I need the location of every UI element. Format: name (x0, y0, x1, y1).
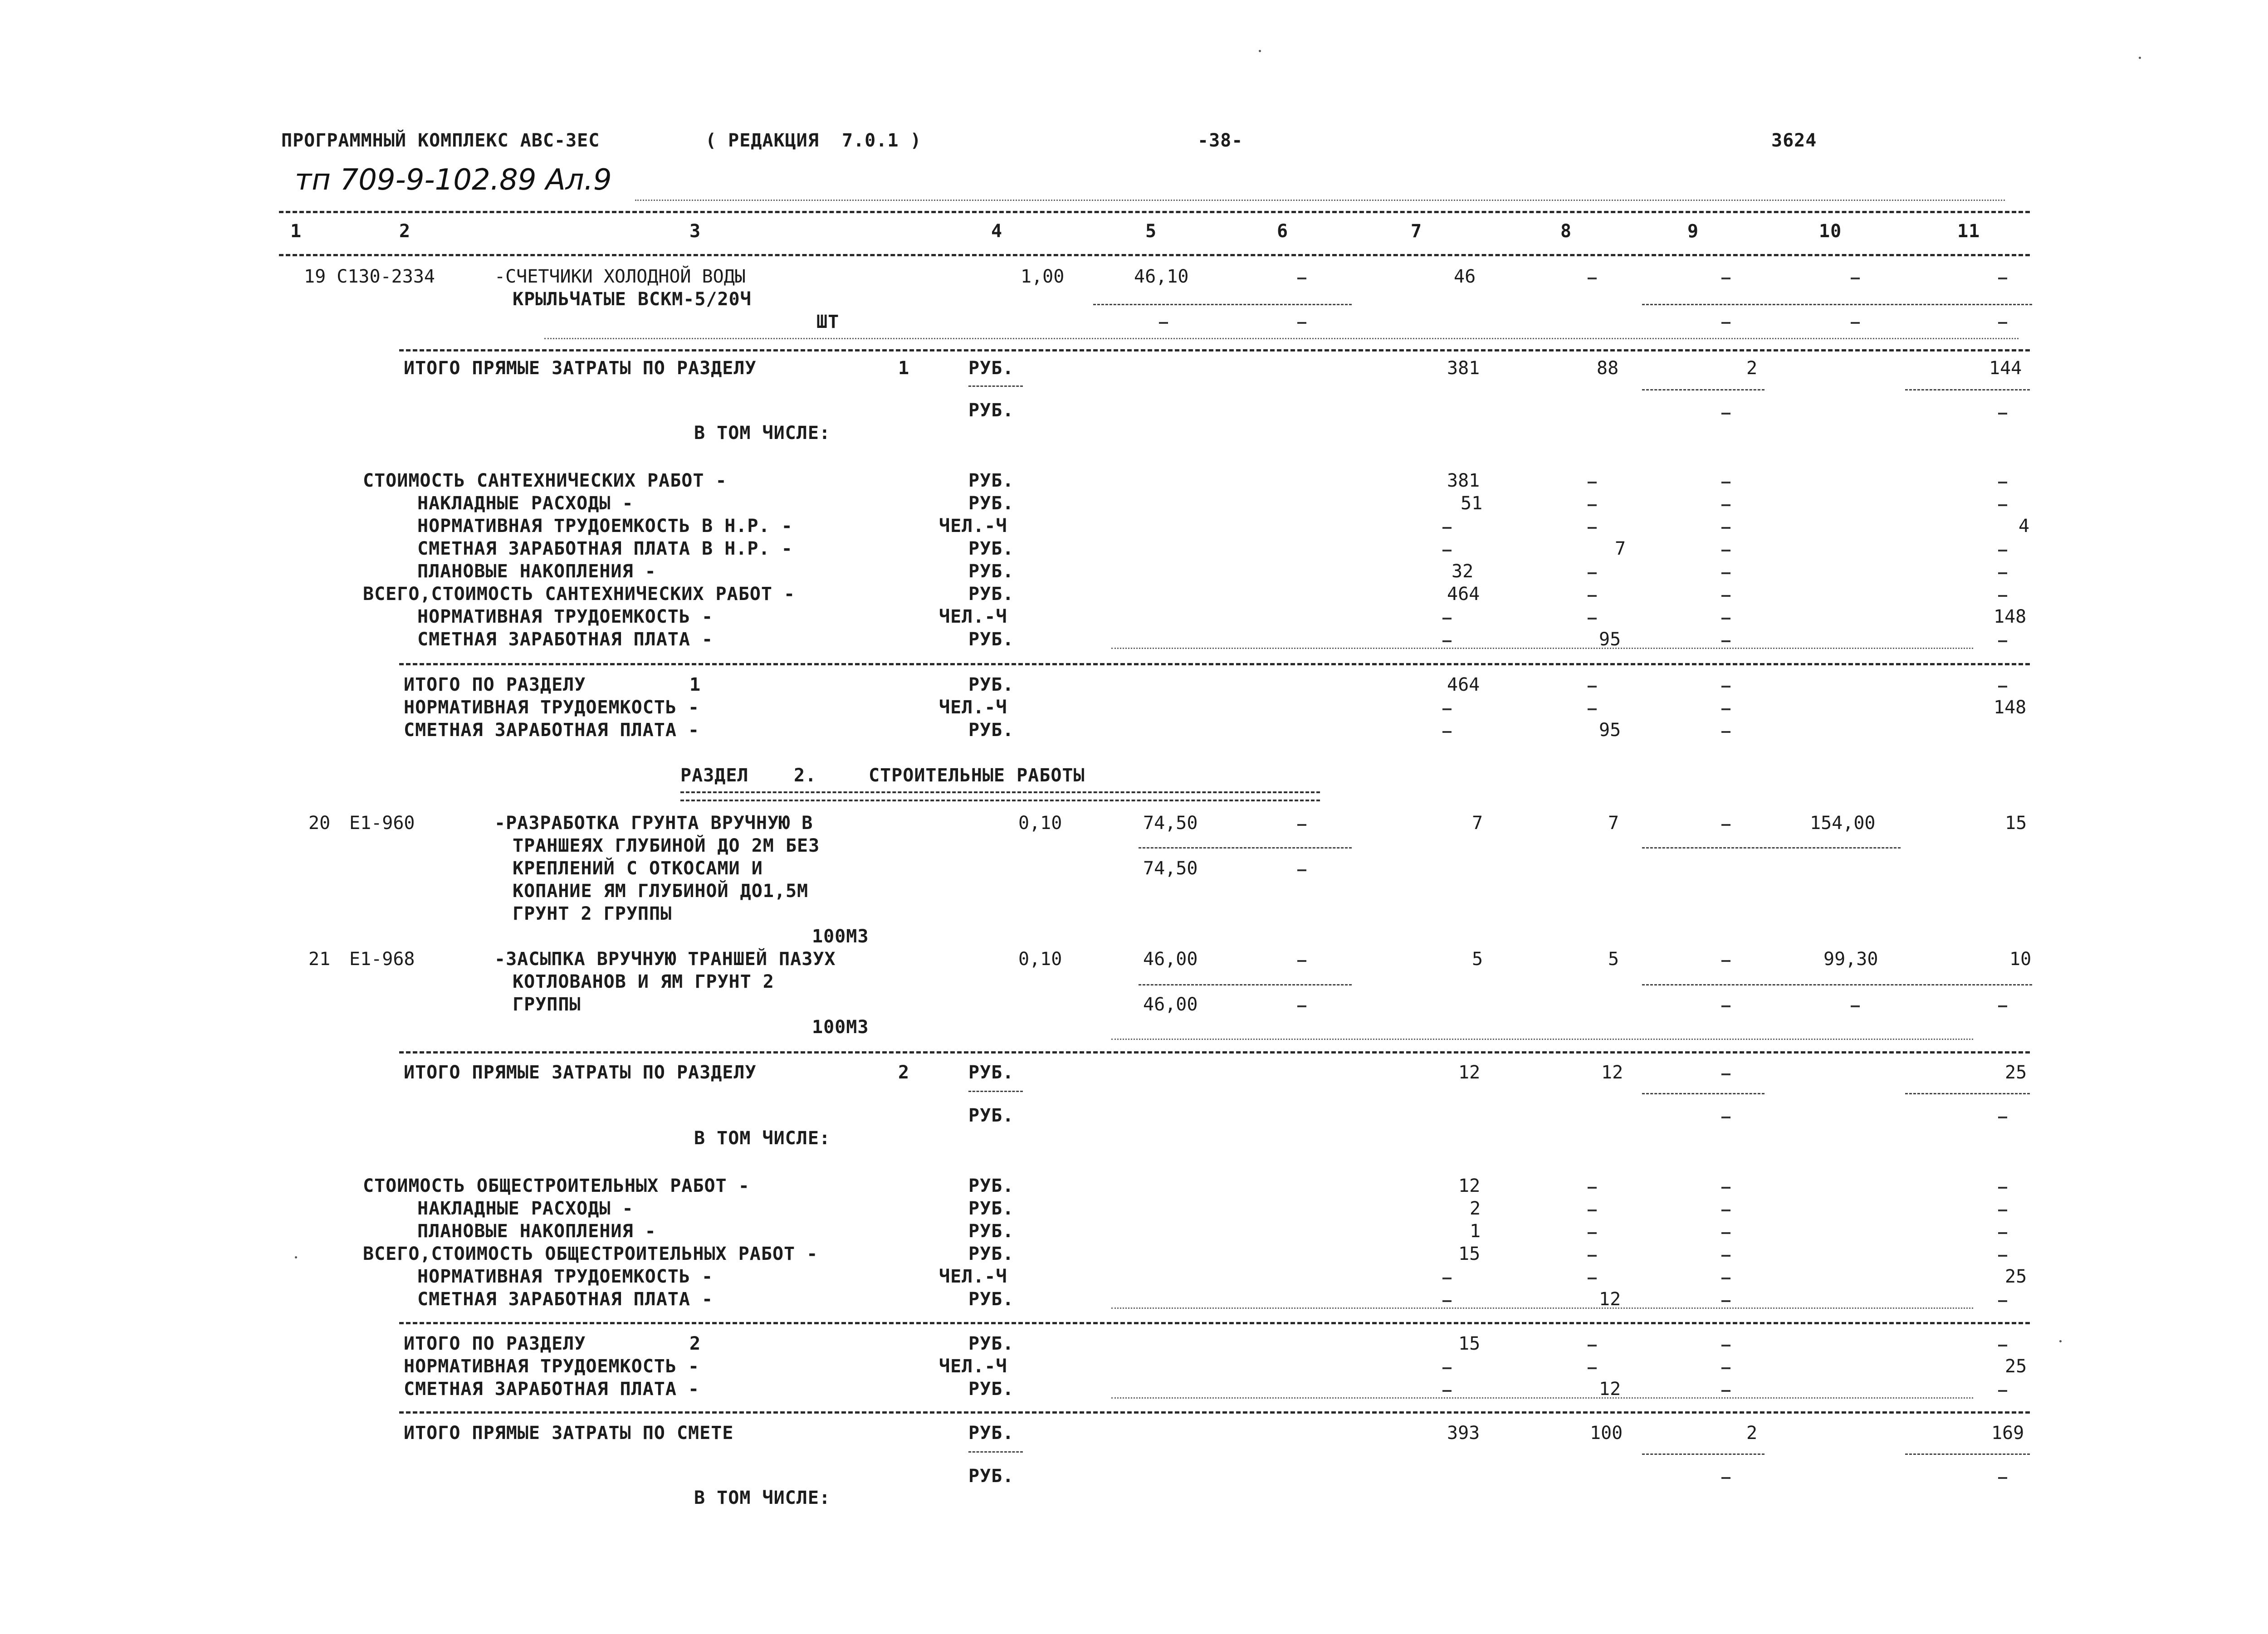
s1t-dash-a11 (1998, 686, 2007, 688)
section2-direct-unit: РУБ. (968, 1062, 1014, 1083)
section2-direct-col11-underline (1905, 1093, 2030, 1094)
s1-dash-d7 (1442, 550, 1452, 551)
section2-direct-sub-col9-dash (1721, 1117, 1730, 1118)
section1-direct-col9: 2 (1746, 358, 1758, 379)
section2-direct-col7: 12 (1458, 1062, 1481, 1083)
s1-line-4-col8: 7 (1615, 538, 1626, 559)
scan-speck-1 (1259, 50, 1261, 52)
s1-dash-d9 (1721, 550, 1730, 551)
s1-line-3-unit: ЧЕЛ.-Ч (939, 516, 1007, 537)
item-21-sub-col6-dash (1297, 1005, 1306, 1007)
s2-total-dotted-fill (1111, 1397, 1973, 1399)
s1-line-4-unit: РУБ. (968, 538, 1014, 559)
s1t-dash-c7 (1442, 731, 1452, 733)
item-21-col9-dash (1721, 960, 1730, 962)
item-21-number: 21 (308, 949, 331, 970)
page-number: -38- (1198, 130, 1243, 151)
s2t-dash-a11 (1998, 1345, 2007, 1346)
s2t-dash-c9 (1721, 1390, 1730, 1392)
s2-line-6-dotted-fill (1111, 1307, 1973, 1309)
item-20-name-line-2: ТРАНШЕЯХ ГЛУБИНОЙ ДО 2М БЕЗ (513, 835, 820, 856)
s2-dash-c11 (1998, 1232, 2007, 1234)
section2-title-number: 2. (794, 765, 817, 786)
s2t-dash-b9 (1721, 1367, 1730, 1369)
s2-dash-e8 (1588, 1278, 1597, 1279)
s2-line-2-unit: РУБ. (968, 1198, 1014, 1219)
s1-line-5-col7: 32 (1452, 561, 1474, 582)
section1-direct-col8: 88 (1597, 358, 1619, 379)
s2t-dash-a8 (1588, 1345, 1597, 1346)
item-19-name-line-1: -СЧЕТЧИКИ ХОЛОДНОЙ ВОДЫ (494, 266, 746, 287)
section2-title-word: РАЗДЕЛ (680, 765, 749, 786)
s1-total-1-number: 1 (689, 674, 701, 695)
s2-line-3-unit: РУБ. (968, 1221, 1014, 1242)
s2t-dash-c11 (1998, 1390, 2007, 1392)
estimate-total-col7: 393 (1447, 1423, 1480, 1444)
s1-dash-g7 (1442, 618, 1452, 619)
item-21-col6-dash (1297, 960, 1306, 962)
col-num-2: 2 (399, 221, 411, 242)
section1-direct-sub-col11-dash (1998, 413, 2007, 415)
item-20-col10: 154,00 (1810, 813, 1876, 834)
item-19-col9-underline (1642, 304, 2032, 305)
col-num-7: 7 (1411, 221, 1422, 242)
s2-total-3-unit: РУБ. (968, 1379, 1014, 1400)
s1-dash-a8 (1588, 482, 1597, 483)
item-19-quantity: 1,00 (1021, 266, 1065, 287)
s2-dash-c9 (1721, 1232, 1730, 1234)
s1-dash-h11 (1998, 640, 2007, 642)
col-num-1: 1 (290, 221, 302, 242)
item-20-col11: 15 (2005, 813, 2027, 834)
item-20-sub-col6-dash (1297, 869, 1306, 871)
s2-line-1-unit: РУБ. (968, 1176, 1014, 1196)
item-21-name-line-3: ГРУППЫ (513, 994, 581, 1015)
s2-line-5-label: НОРМАТИВНАЯ ТРУДОЕМКОСТЬ - (417, 1266, 714, 1287)
item-21-code: Е1-968 (349, 949, 415, 970)
s2-line-5-unit: ЧЕЛ.-Ч (939, 1266, 1007, 1287)
section2-direct-col8: 12 (1601, 1062, 1623, 1083)
section2-direct-sub-col11-dash (1998, 1117, 2007, 1118)
estimate-sub-col11-dash (1998, 1477, 2007, 1479)
s2-line-5-col11: 25 (2005, 1266, 2027, 1287)
section2-direct-unit-2: РУБ. (968, 1105, 1014, 1126)
scan-speck-3 (2059, 1340, 2062, 1342)
item-21-sub-col9-dash (1721, 1005, 1730, 1007)
s1-line-2-col7: 51 (1461, 493, 1483, 514)
section1-direct-number: 1 (898, 358, 910, 379)
s1-dash-e11 (1998, 572, 2007, 574)
col-num-8: 8 (1560, 221, 1572, 242)
item-20-name-line-1: -РАЗРАБОТКА ГРУНТА ВРУЧНУЮ В (494, 813, 813, 834)
s2-line-2-label: НАКЛАДНЫЕ РАСХОДЫ - (417, 1198, 634, 1219)
estimate-sub-col9-dash (1721, 1477, 1730, 1479)
section2-direct-unit-underline (968, 1091, 1023, 1092)
item-19-sub-col9-dash (1721, 322, 1730, 324)
item-19-number-code: 19 С130-2334 (304, 266, 435, 287)
item-20-col6-dash (1297, 824, 1306, 826)
s2-line-1-label: СТОИМОСТЬ ОБЩЕСТРОИТЕЛЬНЫХ РАБОТ - (363, 1176, 750, 1196)
item-19-name-line-2: КРЫЛЬЧАТЫЕ ВСКМ-5/20Ч (513, 289, 752, 310)
section1-direct-label: ИТОГО ПРЯМЫЕ ЗАТРАТЫ ПО РАЗДЕЛУ (404, 358, 757, 379)
item-19-sub-col11-dash (1998, 322, 2007, 324)
item-19-col6-dash (1297, 278, 1306, 279)
item-21-quantity: 0,10 (1018, 949, 1062, 970)
s1-total-2-col11: 148 (1994, 697, 2027, 718)
s1-line-7-col11: 148 (1994, 606, 2027, 627)
section2-direct-col11: 25 (2005, 1062, 2027, 1083)
s2-dash-e7 (1442, 1278, 1452, 1279)
col-num-9: 9 (1687, 221, 1699, 242)
s2-dash-c8 (1588, 1232, 1597, 1234)
s1-line-7-unit: ЧЕЛ.-Ч (939, 606, 1007, 627)
col-num-5: 5 (1145, 221, 1157, 242)
item-21-col9-underline (1642, 984, 2032, 985)
s1-line-6-col7: 464 (1447, 584, 1480, 605)
s1-line-2-label: НАКЛАДНЫЕ РАСХОДЫ - (417, 493, 634, 514)
item-20-unit: 100М3 (812, 926, 869, 947)
s2-line-4-label: ВСЕГО,СТОИМОСТЬ ОБЩЕСТРОИТЕЛЬНЫХ РАБОТ - (363, 1244, 818, 1264)
s1t-dash-a8 (1588, 686, 1597, 688)
col-num-11: 11 (1957, 221, 1980, 242)
item-21-name-line-1: -ЗАСЫПКА ВРУЧНУЮ ТРАНШЕЙ ПАЗУХ (494, 949, 836, 970)
s1t-dash-b8 (1588, 708, 1597, 710)
s2t-dash-b7 (1442, 1367, 1452, 1369)
estimate-total-top-rule (399, 1411, 2030, 1414)
s2-total-2-label: НОРМАТИВНАЯ ТРУДОЕМКОСТЬ - (404, 1356, 700, 1377)
s2-dash-f9 (1721, 1300, 1730, 1302)
item-21-col10: 99,30 (1823, 949, 1878, 970)
s1-dash-f11 (1998, 595, 2007, 597)
s1t-dash-a9 (1721, 686, 1730, 688)
section1-direct-col11: 144 (1989, 358, 2022, 379)
item-20-unit-price-2: 74,50 (1143, 858, 1198, 879)
item-19-col9-dash (1721, 278, 1730, 279)
item-20-name-line-5: ГРУНТ 2 ГРУППЫ (513, 903, 672, 924)
col-num-4: 4 (991, 221, 1003, 242)
s2-total-3-label: СМЕТНАЯ ЗАРАБОТНАЯ ПЛАТА - (404, 1379, 700, 1400)
s1t-dash-b9 (1721, 708, 1730, 710)
section2-direct-col9-underline (1642, 1093, 1765, 1094)
s2-total-2-unit: ЧЕЛ.-Ч (939, 1356, 1007, 1377)
item-21-dotted-fill (1111, 1039, 1973, 1040)
s1-line-8-label: СМЕТНАЯ ЗАРАБОТНАЯ ПЛАТА - (417, 629, 714, 650)
col-num-3: 3 (689, 221, 701, 242)
estimate-total-label: ИТОГО ПРЯМЫЕ ЗАТРАТЫ ПО СМЕТЕ (404, 1423, 734, 1444)
item-19-unit: ШТ (816, 312, 840, 332)
col-num-10: 10 (1819, 221, 1842, 242)
estimate-total-col9: 2 (1746, 1423, 1758, 1444)
item-20-col9-dash (1721, 824, 1730, 826)
s2-dash-f7 (1442, 1300, 1452, 1302)
s1-dash-g8 (1588, 618, 1597, 619)
item-20-col7: 7 (1472, 813, 1483, 834)
s1-dash-e9 (1721, 572, 1730, 574)
s1-dash-e8 (1588, 572, 1597, 574)
item-19-col7: 46 (1454, 266, 1476, 287)
s1-dash-b9 (1721, 504, 1730, 506)
item-20-price-underline (1139, 847, 1352, 849)
item-19-col10-dash (1851, 278, 1860, 279)
section1-including: В ТОМ ЧИСЛЕ: (694, 423, 831, 444)
handwritten-reference: тп 709-9-102.89 Ал.9 (295, 163, 612, 197)
item-20-code: Е1-960 (349, 813, 415, 834)
item-21-sub-col11-dash (1998, 1005, 2007, 1007)
s1-line-4-label: СМЕТНАЯ ЗАРАБОТНАЯ ПЛАТА В Н.Р. - (417, 538, 793, 559)
s1-dash-c7 (1442, 527, 1452, 529)
estimate-including: В ТОМ ЧИСЛЕ: (694, 1488, 831, 1508)
item-20-col9-underline (1642, 847, 1901, 849)
s1-dash-a9 (1721, 482, 1730, 483)
s1-line-6-label: ВСЕГО,СТОИМОСТЬ САНТЕХНИЧЕСКИХ РАБОТ - (363, 584, 796, 605)
item-21-unit: 100М3 (812, 1017, 869, 1038)
s2-dash-d9 (1721, 1255, 1730, 1257)
section2-title-name: СТРОИТЕЛЬНЫЕ РАБОТЫ (869, 765, 1085, 786)
s1-dash-h7 (1442, 640, 1452, 642)
item-21-col7: 5 (1472, 949, 1483, 970)
s2-line-6-unit: РУБ. (968, 1289, 1014, 1310)
s2-total-1-col7: 15 (1458, 1333, 1481, 1354)
s2-dash-b8 (1588, 1210, 1597, 1211)
s1-line-8-unit: РУБ. (968, 629, 1014, 650)
item-21-col11: 10 (2009, 949, 2032, 970)
s1-line-7-label: НОРМАТИВНАЯ ТРУДОЕМКОСТЬ - (417, 606, 714, 627)
section1-direct-unit-underline (968, 385, 1023, 387)
item-19-sub-col10-dash (1851, 322, 1860, 324)
section2-including: В ТОМ ЧИСЛЕ: (694, 1128, 831, 1149)
s1-total-3-unit: РУБ. (968, 720, 1014, 741)
item-21-unit-price: 46,00 (1143, 949, 1198, 970)
s1-dash-f9 (1721, 595, 1730, 597)
s1-total-1-label: ИТОГО ПО РАЗДЕЛУ (404, 674, 586, 695)
estimate-total-col11-underline (1905, 1454, 2030, 1455)
s1-line-3-label: НОРМАТИВНАЯ ТРУДОЕМКОСТЬ В Н.Р. - (417, 516, 793, 537)
item-20-unit-price: 74,50 (1143, 813, 1198, 834)
s1-dash-b8 (1588, 504, 1597, 506)
item-21-sub-col10-dash (1851, 1005, 1860, 1007)
section1-direct-unit-2: РУБ. (968, 400, 1014, 421)
item-20-number: 20 (308, 813, 331, 834)
section1-direct-col9-underline (1642, 389, 1765, 390)
s2-dash-d8 (1588, 1255, 1597, 1257)
s1-line-5-label: ПЛАНОВЫЕ НАКОПЛЕНИЯ - (417, 561, 656, 582)
s1-dash-b11 (1998, 504, 2007, 506)
s2t-dash-c7 (1442, 1390, 1452, 1392)
s2t-dash-b8 (1588, 1367, 1597, 1369)
scan-speck-2 (2139, 57, 2141, 59)
s1-dash-g9 (1721, 618, 1730, 619)
header-dotted-rule (635, 200, 2005, 201)
column-header-top-rule (279, 211, 2030, 213)
s2-total-3-col8: 12 (1599, 1379, 1621, 1400)
s1-total-3-label: СМЕТНАЯ ЗАРАБОТНАЯ ПЛАТА - (404, 720, 700, 741)
s2-line-6-label: СМЕТНАЯ ЗАРАБОТНАЯ ПЛАТА - (417, 1289, 714, 1310)
s2-dash-b11 (1998, 1210, 2007, 1211)
section2-direct-top-rule (399, 1051, 2030, 1054)
s1-dash-d11 (1998, 550, 2007, 551)
section2-direct-label: ИТОГО ПРЯМЫЕ ЗАТРАТЫ ПО РАЗДЕЛУ (404, 1062, 757, 1083)
s1-line-8-col8: 95 (1599, 629, 1621, 650)
estimate-total-col11: 169 (1991, 1423, 2024, 1444)
estimate-total-unit-underline (968, 1451, 1023, 1453)
s1-line-5-unit: РУБ. (968, 561, 1014, 582)
section1-direct-unit: РУБ. (968, 358, 1014, 379)
section2-direct-col9-dash (1721, 1073, 1730, 1075)
estimate-total-unit-2: РУБ. (968, 1466, 1014, 1487)
s2-line-2-col7: 2 (1470, 1198, 1481, 1219)
estimate-total-col9-underline (1642, 1454, 1765, 1455)
item-19-dotted-fill (544, 338, 2019, 339)
col-num-6: 6 (1277, 221, 1289, 242)
item-20-name-line-4: КОПАНИЕ ЯМ ГЛУБИНОЙ ДО1,5М (513, 881, 809, 902)
s2-dash-d11 (1998, 1255, 2007, 1257)
s1-line-1-label: СТОИМОСТЬ САНТЕХНИЧЕСКИХ РАБОТ - (363, 470, 727, 491)
s2-dash-b9 (1721, 1210, 1730, 1211)
s1-line-6-unit: РУБ. (968, 584, 1014, 605)
program-name: ПРОГРАММНЫЙ КОМПЛЕКС АВС-3ЕС (281, 130, 600, 151)
s2-dash-f11 (1998, 1300, 2007, 1302)
item-19-sub-col5-dash (1159, 322, 1168, 324)
s1-line-1-unit: РУБ. (968, 470, 1014, 491)
s2-line-4-col7: 15 (1458, 1244, 1481, 1264)
s2t-dash-a9 (1721, 1345, 1730, 1346)
s1-total-1-unit: РУБ. (968, 674, 1014, 695)
item-19-unit-price: 46,10 (1134, 266, 1189, 287)
document-number: 3624 (1771, 130, 1817, 151)
item-21-price-underline (1139, 984, 1352, 985)
s2-total-1-unit: РУБ. (968, 1333, 1014, 1354)
s2-total-1-number: 2 (689, 1333, 701, 1354)
item-19-col11-dash (1998, 278, 2007, 279)
s2-line-3-col7: 1 (1470, 1221, 1481, 1242)
item-20-col8: 7 (1608, 813, 1619, 834)
s1-total-2-label: НОРМАТИВНАЯ ТРУДОЕМКОСТЬ - (404, 697, 700, 718)
section2-title-double-rule (680, 791, 1320, 801)
estimate-total-col8: 100 (1590, 1423, 1623, 1444)
section1-direct-sub-col9-dash (1721, 413, 1730, 415)
section2-direct-number: 2 (898, 1062, 910, 1083)
item-20-quantity: 0,10 (1018, 813, 1062, 834)
item-19-price-underline (1093, 304, 1352, 305)
s1-line-1-col7: 381 (1447, 470, 1480, 491)
s1-dash-c8 (1588, 527, 1597, 529)
s2-total-2-col11: 25 (2005, 1356, 2027, 1377)
s2-line-4-unit: РУБ. (968, 1244, 1014, 1264)
s1-line-3-col11: 4 (2019, 516, 2030, 537)
section1-direct-col7: 381 (1447, 358, 1480, 379)
s2-dash-a8 (1588, 1187, 1597, 1189)
section1-direct-col11-underline (1905, 389, 2030, 390)
section2-total-top-rule (399, 1322, 2030, 1324)
item-21-name-line-2: КОТЛОВАНОВ И ЯМ ГРУНТ 2 (513, 971, 774, 992)
section1-direct-top-rule (399, 349, 2030, 351)
s1-dash-c9 (1721, 527, 1730, 529)
s1-line-8-dotted-fill (1111, 648, 1973, 649)
s1-dash-a11 (1998, 482, 2007, 483)
item-21-unit-price-2: 46,00 (1143, 994, 1198, 1015)
item-21-col8: 5 (1608, 949, 1619, 970)
s1-total-2-unit: ЧЕЛ.-Ч (939, 697, 1007, 718)
item-19-col8-dash (1588, 278, 1597, 279)
s1-dash-h9 (1721, 640, 1730, 642)
section1-total-top-rule (399, 663, 2030, 665)
program-edition: ( РЕДАКЦИЯ 7.0.1 ) (705, 130, 922, 151)
s1-total-1-col7: 464 (1447, 674, 1480, 695)
s1-total-3-col8: 95 (1599, 720, 1621, 741)
s1t-dash-b7 (1442, 708, 1452, 710)
s2-dash-e9 (1721, 1278, 1730, 1279)
s1t-dash-c9 (1721, 731, 1730, 733)
s2-total-1-label: ИТОГО ПО РАЗДЕЛУ (404, 1333, 586, 1354)
item-20-name-line-3: КРЕПЛЕНИЙ С ОТКОСАМИ И (513, 858, 763, 879)
estimate-total-unit: РУБ. (968, 1423, 1014, 1444)
scan-speck-4 (295, 1256, 297, 1258)
column-header-bottom-rule (279, 254, 2030, 256)
s2-dash-a9 (1721, 1187, 1730, 1189)
s2-line-6-col8: 12 (1599, 1289, 1621, 1310)
s1-dash-f8 (1588, 595, 1597, 597)
s2-line-3-label: ПЛАНОВЫЕ НАКОПЛЕНИЯ - (417, 1221, 656, 1242)
s1-line-2-unit: РУБ. (968, 493, 1014, 514)
s2-dash-a11 (1998, 1187, 2007, 1189)
item-19-sub-col6-dash (1297, 322, 1306, 324)
s2-line-1-col7: 12 (1458, 1176, 1481, 1196)
